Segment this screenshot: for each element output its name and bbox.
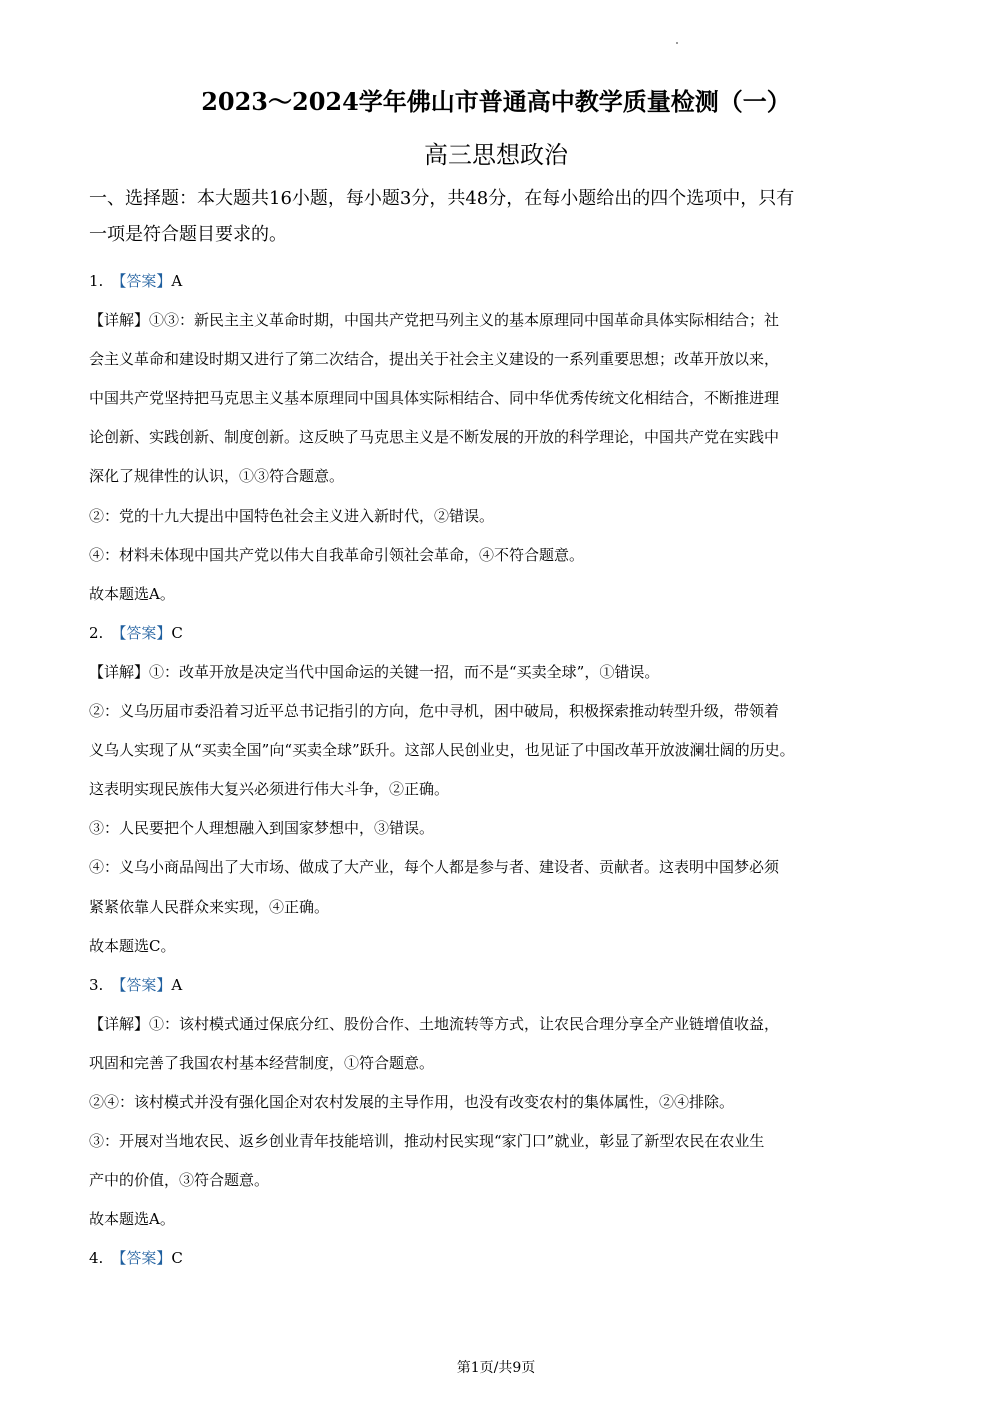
page-number: 第1页/共9页	[456, 1360, 536, 1376]
explanation-line: 【详解】①：改革开放是决定当代中国命运的关键一招，而不是“买卖全球”，①错误。	[89, 662, 660, 681]
section-heading	[89, 181, 909, 253]
explanation-line: ②④：该村模式并没有强化国企对农村发展的主导作用，也没有改变农村的集体属性，②④排除。	[89, 1092, 735, 1111]
answer-line	[89, 262, 901, 301]
explanation-line: 巩固和完善了我国农村基本经营制度，①符合题意。	[89, 1053, 435, 1072]
question-number: 3.	[89, 975, 104, 994]
explanation-line: 紧紧依靠人民群众来实现，④正确。	[89, 897, 330, 916]
page-subtitle: 高三思想政治	[424, 141, 568, 169]
explanation-line: 产中的价值，③符合题意。	[89, 1171, 270, 1190]
answer-value: A	[171, 272, 183, 290]
question-number: 1.	[89, 272, 104, 290]
answer-value: C	[171, 1249, 183, 1268]
scan-mark	[676, 42, 678, 44]
explanation-line: 深化了规律性的认识，①③符合题意。	[89, 467, 345, 486]
explanation-line: ②：党的十九大提出中国特色社会主义进入新时代，②错误。	[89, 506, 495, 525]
explanation-line: 义乌人实现了从“买卖全国”向“买卖全球”跃升。这部人民创业史，也见证了中国改革开放波澜壮阔的历史。	[89, 741, 795, 760]
answer-tag: 【答案】	[111, 1249, 172, 1268]
answer-line	[89, 614, 901, 653]
explanation-line: 这表明实现民族伟大复兴必须进行伟大斗争，②正确。	[89, 780, 450, 799]
answer-line	[89, 966, 901, 1005]
question-number: 4.	[89, 1249, 104, 1268]
explanation-line: 【详解】①③：新民主主义革命时期，中国共产党把马列主义的基本原理同中国革命具体实际相结合；社	[89, 311, 780, 330]
answer-content	[89, 262, 901, 1278]
explanation-line: ④：材料未体现中国共产党以伟大自我革命引领社会革命，④不符合题意。	[89, 545, 585, 564]
explanation-line: ③：人民要把个人理想融入到国家梦想中，③错误。	[89, 819, 435, 838]
answer-tag: 【答案】	[111, 623, 172, 642]
explanation-line: 故本题选A。	[89, 584, 175, 603]
answer-value: C	[171, 623, 183, 642]
section-heading-line: 一、选择题：本大题共16小题，每小题3分，共48分，在每小题给出的四个选项中，只有	[89, 188, 795, 209]
answer-line	[89, 1239, 901, 1278]
explanation-line: 会主义革命和建设时期又进行了第二次结合，提出关于社会主义建设的一系列重要思想；改革开放以来，	[89, 350, 780, 369]
explanation-line: ③：开展对当地农民、返乡创业青年技能培训，推动村民实现“家门口”就业，彰显了新型农民在农业生	[89, 1132, 765, 1151]
answer-tag: 【答案】	[111, 975, 172, 994]
question-number: 2.	[89, 623, 104, 642]
explanation-line: 中国共产党坚持把马克思主义基本原理同中国具体实际相结合、同中华优秀传统文化相结合，不断推进理	[89, 389, 780, 408]
explanation-line: 故本题选C。	[89, 936, 176, 955]
answer-tag: 【答案】	[111, 272, 172, 290]
answer-value: A	[171, 975, 183, 994]
explanation-line: ②：义乌历届市委沿着习近平总书记指引的方向，危中寻机，困中破局，积极探索推动转型升级，带领着	[89, 702, 780, 721]
explanation-line: 论创新、实践创新、制度创新。这反映了马克思主义是不断发展的开放的科学理论，中国共产党在实践中	[89, 428, 780, 447]
explanation-line: ④：义乌小商品闯出了大市场、做成了大产业，每个人都是参与者、建设者、贡献者。这表明中国梦必须	[89, 858, 780, 877]
section-heading-line: 一项是符合题目要求的。	[89, 224, 287, 245]
explanation-line: 故本题选A。	[89, 1210, 175, 1229]
explanation-line: 【详解】①：该村模式通过保底分红、股份合作、土地流转等方式，让农民合理分享全产业链增值收益，	[89, 1014, 780, 1033]
page-title: 2023～2024学年佛山市普通高中教学质量检测（一）	[201, 87, 791, 116]
